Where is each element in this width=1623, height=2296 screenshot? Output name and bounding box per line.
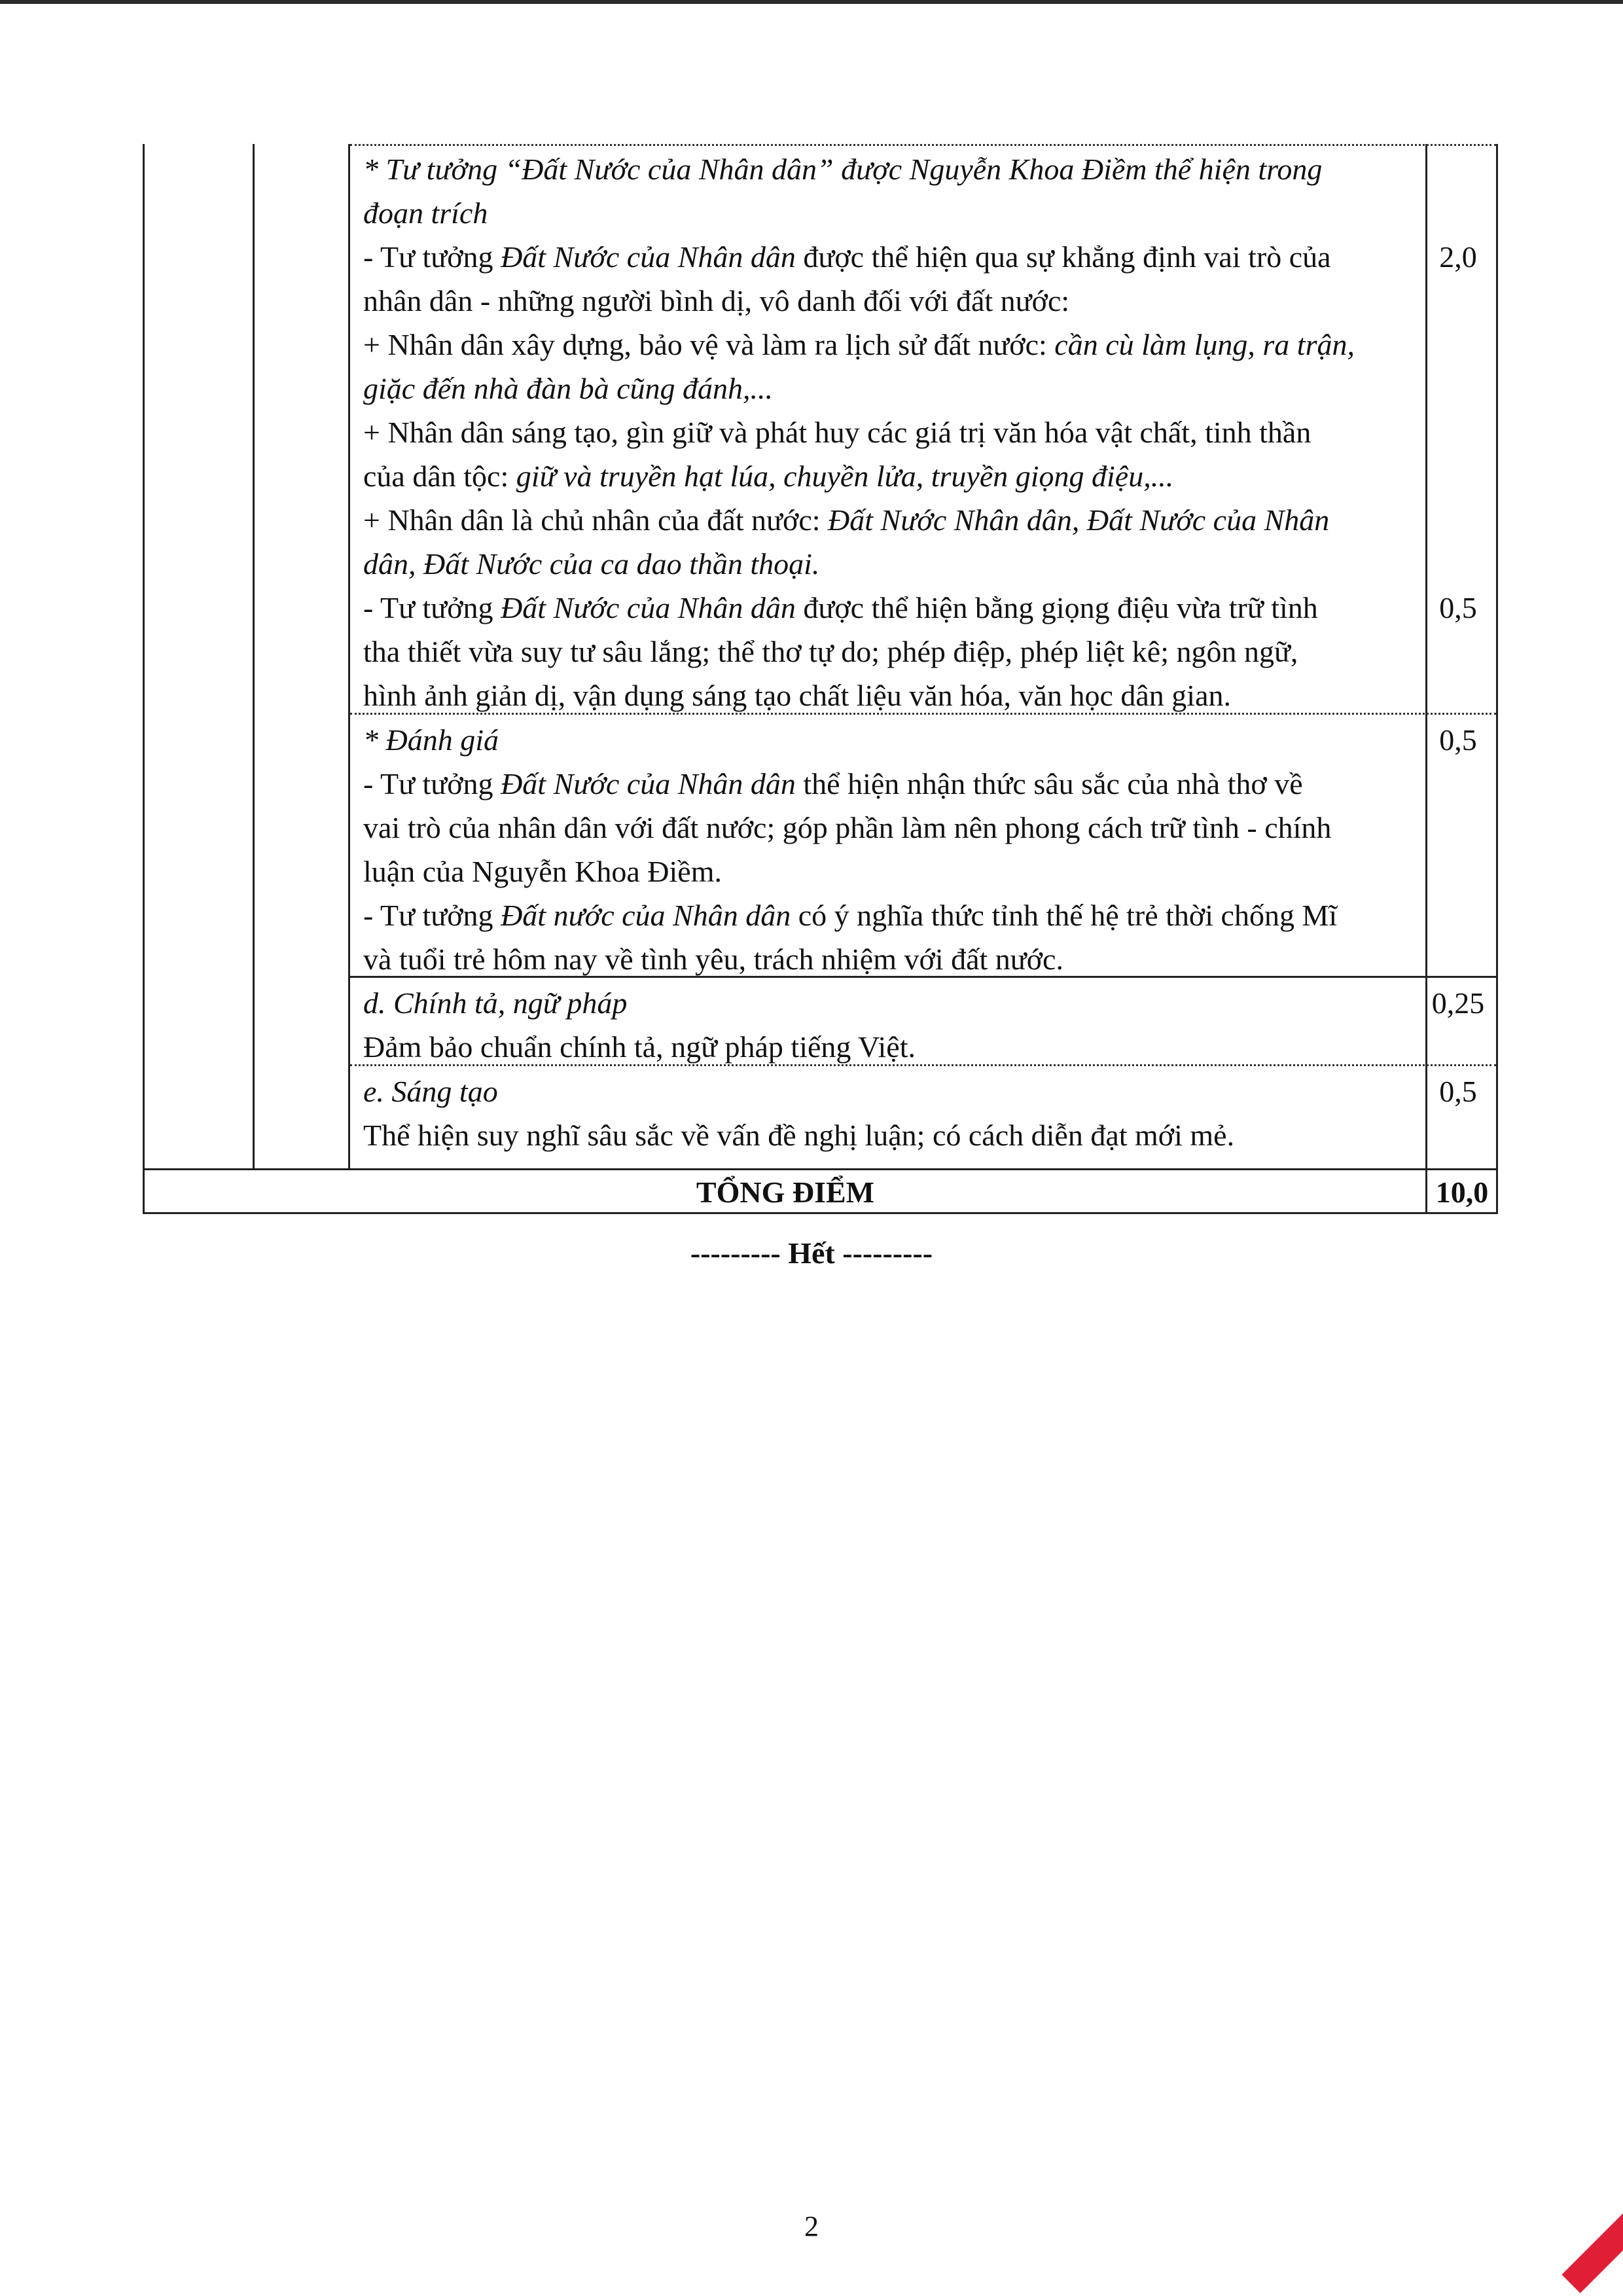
section-d-score: 0,25 [1431, 986, 1485, 1020]
section-d [363, 981, 1410, 1069]
scan-top-edge [0, 0, 1623, 4]
eval-p2-line1: - Tư tưởng Đất nước của Nhân dân có ý nghĩa thức tỉnh thế hệ trẻ thời chống Mĩ [363, 899, 1338, 932]
table-right-border [1496, 144, 1498, 1214]
eval-p1-line1: - Tư tưởng Đất Nước của Nhân dân thể hiện nhận thức sâu sắc của nhà thơ về [363, 767, 1303, 800]
eval-score: 0,5 [1439, 723, 1477, 757]
end-mark: --------- Hết --------- [690, 1236, 933, 1270]
table-top-edge [350, 144, 1496, 146]
bullet3-line2: dân, Đất Nước của ca dao thần thoại. [363, 547, 820, 581]
table-left-border [143, 144, 145, 1214]
main-heading: * Tư tưởng “Đất Nước của Nhân dân” được Nguyễn Khoa Điềm thể hiện trong [363, 152, 1323, 186]
item2-line1: - Tư tưởng Đất Nước của Nhân dân được thể hiện bằng giọng điệu vừa trữ tình [363, 591, 1318, 624]
eval-p1-line2: vai trò của nhân dân với đất nước; góp phần làm nên phong cách trữ tình - chính [363, 811, 1332, 844]
section-e-score: 0,5 [1439, 1075, 1477, 1108]
section-e-heading: e. Sáng tạo [363, 1075, 498, 1108]
main-heading-cont: đoạn trích [363, 196, 488, 230]
main-section [363, 147, 1410, 717]
eval-p1-line3: luận của Nguyễn Khoa Điềm. [363, 855, 722, 888]
total-score: 10,0 [1435, 1175, 1489, 1209]
item1-line2: nhân dân - những người bình dị, vô danh đối với đất nước: [363, 284, 1070, 317]
page-number: 2 [804, 2210, 819, 2242]
eval-p2-line2: và tuổi trẻ hôm nay về tình yêu, trách nhiệm với đất nước. [363, 942, 1063, 976]
section-d-heading: d. Chính tả, ngữ pháp [363, 986, 628, 1020]
eval-heading: * Đánh giá [363, 723, 499, 757]
bullet3-line1: + Nhân dân là chủ nhân của đất nước: Đất Nước Nhân dân, Đất Nước của Nhân [363, 503, 1330, 537]
item2-score: 0,5 [1439, 591, 1477, 624]
total-label: TỔNG ĐIỂM [696, 1175, 875, 1209]
column-divider-1 [253, 144, 255, 1168]
column-divider-2 [348, 144, 350, 1168]
item1-score: 2,0 [1439, 240, 1477, 274]
bullet2-line2: của dân tộc: giữ và truyền hạt lúa, chuyền lửa, truyền giọng điệu,... [363, 459, 1174, 493]
bullet1-line1: + Nhân dân xây dựng, bảo vệ và làm ra lịch sử đất nước: cần cù làm lụng, ra trận, [363, 328, 1355, 361]
section-e-text: Thể hiện suy nghĩ sâu sắc về vấn đề nghị luận; có cách diễn đạt mới mẻ. [363, 1119, 1235, 1152]
item2-line3: hình ảnh giản dị, vận dụng sáng tạo chất liệu văn hóa, văn học dân gian. [363, 679, 1231, 712]
section-e [363, 1069, 1410, 1157]
item1-line1: - Tư tưởng Đất Nước của Nhân dân được thể hiện qua sự khẳng định vai trò của [363, 240, 1331, 274]
eval-section [363, 718, 1410, 981]
item2-line2: tha thiết vừa suy tư sâu lắng; thể thơ tự do; phép điệp, phép liệt kê; ngôn ngữ, [363, 635, 1298, 668]
bullet1-line2: giặc đến nhà đàn bà cũng đánh,... [363, 372, 774, 405]
column-divider-3 [1425, 144, 1427, 1214]
section-d-text: Đảm bảo chuẩn chính tả, ngữ pháp tiếng Việt. [363, 1030, 916, 1064]
bullet2-line1: + Nhân dân sáng tạo, gìn giữ và phát huy các giá trị văn hóa vật chất, tinh thần [363, 416, 1311, 449]
